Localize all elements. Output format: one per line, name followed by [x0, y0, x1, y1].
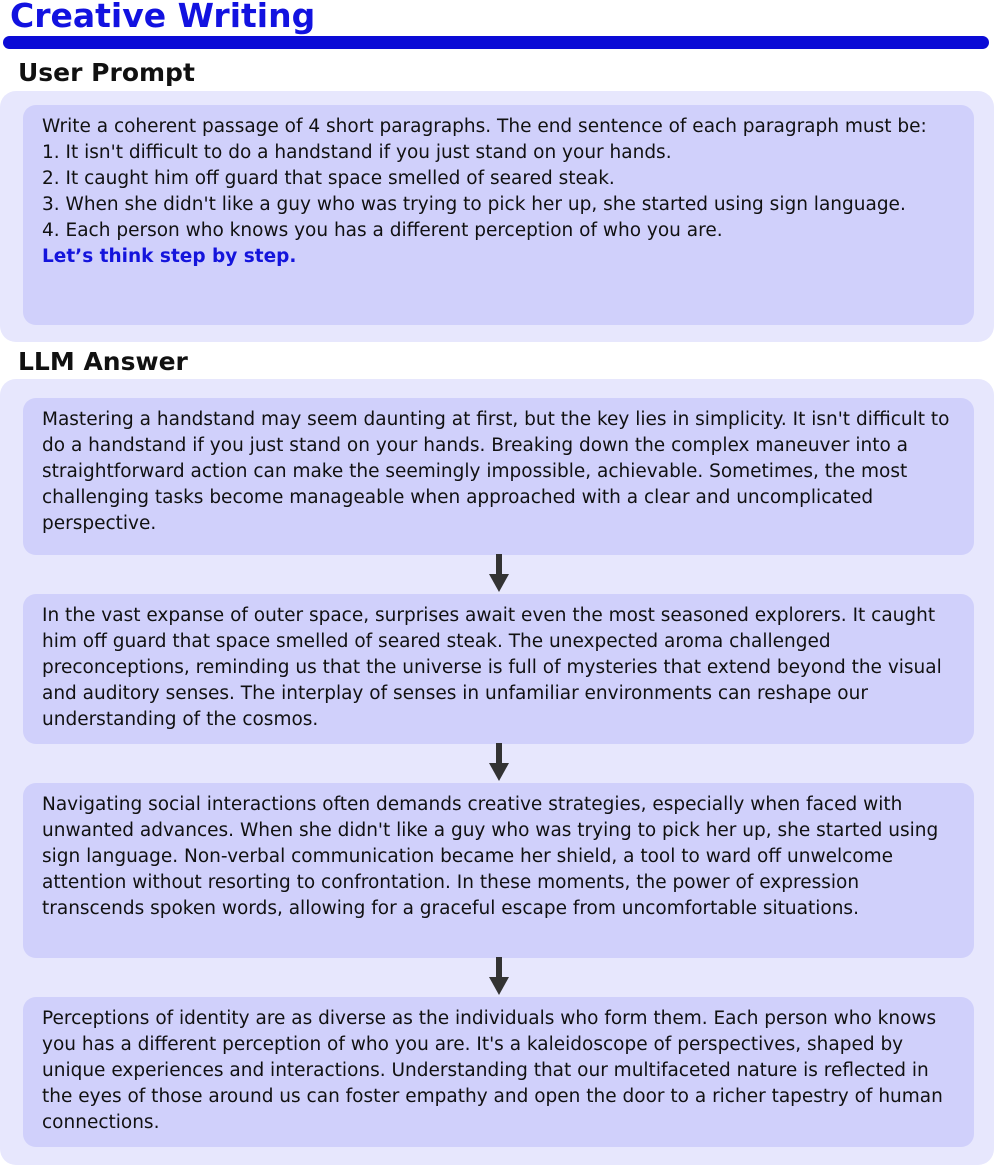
title-underline [3, 36, 989, 49]
paragraph-text: Perceptions of identity are as diverse as the individuals who form them. Each person who knows you has a different perception of who you are. It's a kaleidoscope of perspectives, shaped by unique experiences and interactions. Understanding that our multifaceted nature is reflected in the eyes of those around us can foster empathy and open the door to a richer tapestry of human connections. [42, 1008, 943, 1133]
answer-paragraph-3 [23, 783, 974, 958]
paragraph-text: Navigating social interactions often demands creative strategies, especially when faced with unwanted advances. When she didn't like a guy who was trying to pick her up, she started using sign language. Non-verbal communication became her shield, a tool to ward off unwelcome attention without resorting to confrontation. In these moments, the power of expression transcends spoken words, allowing for a graceful escape from uncomfortable situations. [42, 794, 939, 919]
answer-heading: LLM Answer [18, 347, 188, 376]
step-by-step-instruction: Let’s think step by step. [42, 246, 297, 267]
prompt-line: 3. When she didn't like a guy who was trying to pick her up, she started using sign language. [42, 194, 906, 215]
prompt-panel [0, 91, 994, 342]
prompt-line: 1. It isn't difficult to do a handstand if you just stand on your hands. [42, 142, 672, 163]
prompt-heading: User Prompt [18, 58, 195, 87]
answer-paragraph-4 [23, 997, 974, 1147]
prompt-line: 4. Each person who knows you has a different perception of who you are. [42, 220, 723, 241]
paragraph-text: Mastering a handstand may seem daunting at first, but the key lies in simplicity. It isn't difficult to do a handstand if you just stand on your hands. Breaking down the complex maneuver into a straightforward action can make the seemingly impossible, achievable. Sometimes, the most challenging tasks become manageable when approached with a clear and uncomplicated perspective. [42, 409, 950, 534]
page-title: Creative Writing [10, 0, 316, 35]
answer-paragraph-2 [23, 594, 974, 744]
prompt-line: 2. It caught him off guard that space smelled of seared steak. [42, 168, 615, 189]
flow-arrow-down-icon [488, 957, 510, 997]
flow-arrow-down-icon [488, 554, 510, 594]
answer-panel [0, 379, 994, 1165]
prompt-line: Write a coherent passage of 4 short paragraphs. The end sentence of each paragraph must be: [42, 116, 927, 137]
prompt-card [23, 105, 974, 325]
flow-arrow-down-icon [488, 743, 510, 783]
answer-paragraph-1 [23, 398, 974, 555]
paragraph-text: In the vast expanse of outer space, surprises await even the most seasoned explorers. It caught him off guard that space smelled of seared steak. The unexpected aroma challenged preconceptions, reminding us that the universe is full of mysteries that extend beyond the visual and auditory senses. The interplay of senses in unfamiliar environments can reshape our understanding of the cosmos. [42, 605, 942, 730]
